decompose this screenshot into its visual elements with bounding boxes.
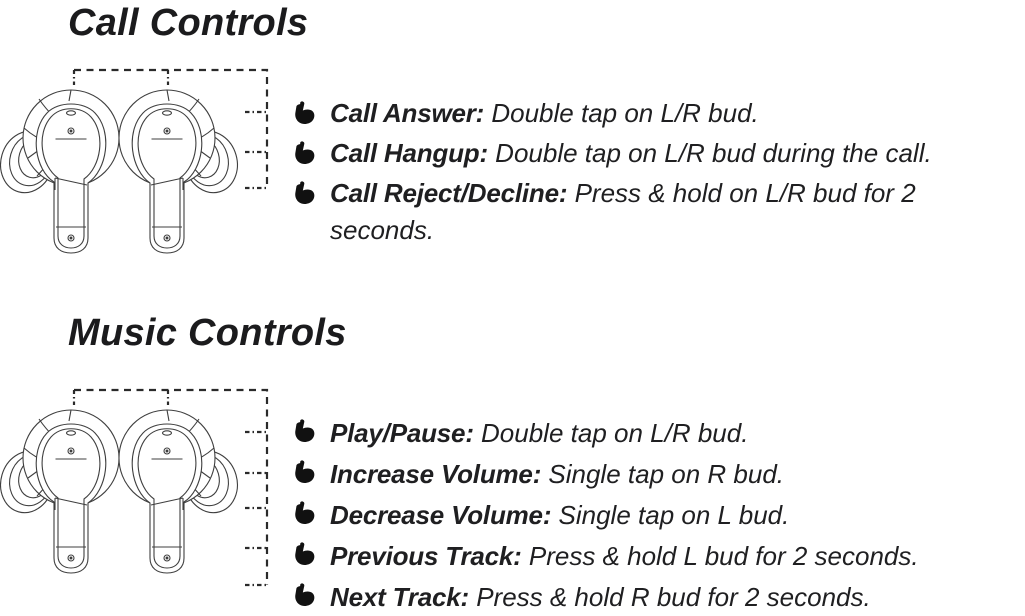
control-label: Call Reject/Decline: xyxy=(330,178,568,208)
control-label: Play/Pause: xyxy=(330,418,474,448)
earbuds-illustration-call xyxy=(0,56,322,280)
earbuds-illustration-music xyxy=(0,376,322,594)
control-label: Call Answer: xyxy=(330,98,485,128)
right-earbud-drawing xyxy=(119,90,245,253)
tap-hand-icon xyxy=(292,141,315,168)
control-description: Single tap on R bud. xyxy=(548,459,785,489)
list-item xyxy=(292,454,1022,494)
tap-hand-icon xyxy=(292,460,315,487)
list-item xyxy=(292,577,1022,616)
tap-hand-icon xyxy=(292,181,315,208)
list-item xyxy=(292,175,1022,249)
call-controls-list xyxy=(292,95,1022,252)
tap-hand-icon xyxy=(292,419,315,446)
right-earbud-drawing xyxy=(119,410,245,573)
control-label: Increase Volume: xyxy=(330,459,542,489)
control-label: Call Hangup: xyxy=(330,138,488,168)
tap-hand-icon xyxy=(292,501,315,528)
left-earbud-drawing xyxy=(0,90,119,253)
control-label: Next Track: xyxy=(330,582,469,612)
control-label: Decrease Volume: xyxy=(330,500,552,530)
music-controls-list xyxy=(292,413,1022,616)
list-item xyxy=(292,495,1022,535)
tap-hand-icon xyxy=(292,101,315,128)
music-controls-title: Music Controls xyxy=(68,312,347,354)
left-earbud-drawing xyxy=(0,410,119,573)
control-description: Press & hold L bud for 2 seconds. xyxy=(528,541,919,571)
control-description: Double tap on L/R bud. xyxy=(491,98,759,128)
control-label: Previous Track: xyxy=(330,541,522,571)
list-item xyxy=(292,135,1022,172)
control-description: Press & hold R bud for 2 seconds. xyxy=(476,582,871,612)
tap-hand-icon xyxy=(292,583,315,610)
control-description: Press & hold on L/R bud for 2 seconds. xyxy=(330,178,916,245)
control-description: Double tap on L/R bud during the call. xyxy=(495,138,932,168)
call-controls-title: Call Controls xyxy=(68,2,309,44)
list-item xyxy=(292,413,1022,453)
control-description: Double tap on L/R bud. xyxy=(481,418,749,448)
tap-hand-icon xyxy=(292,542,315,569)
list-item xyxy=(292,536,1022,576)
list-item xyxy=(292,95,1022,132)
control-description: Single tap on L bud. xyxy=(558,500,790,530)
